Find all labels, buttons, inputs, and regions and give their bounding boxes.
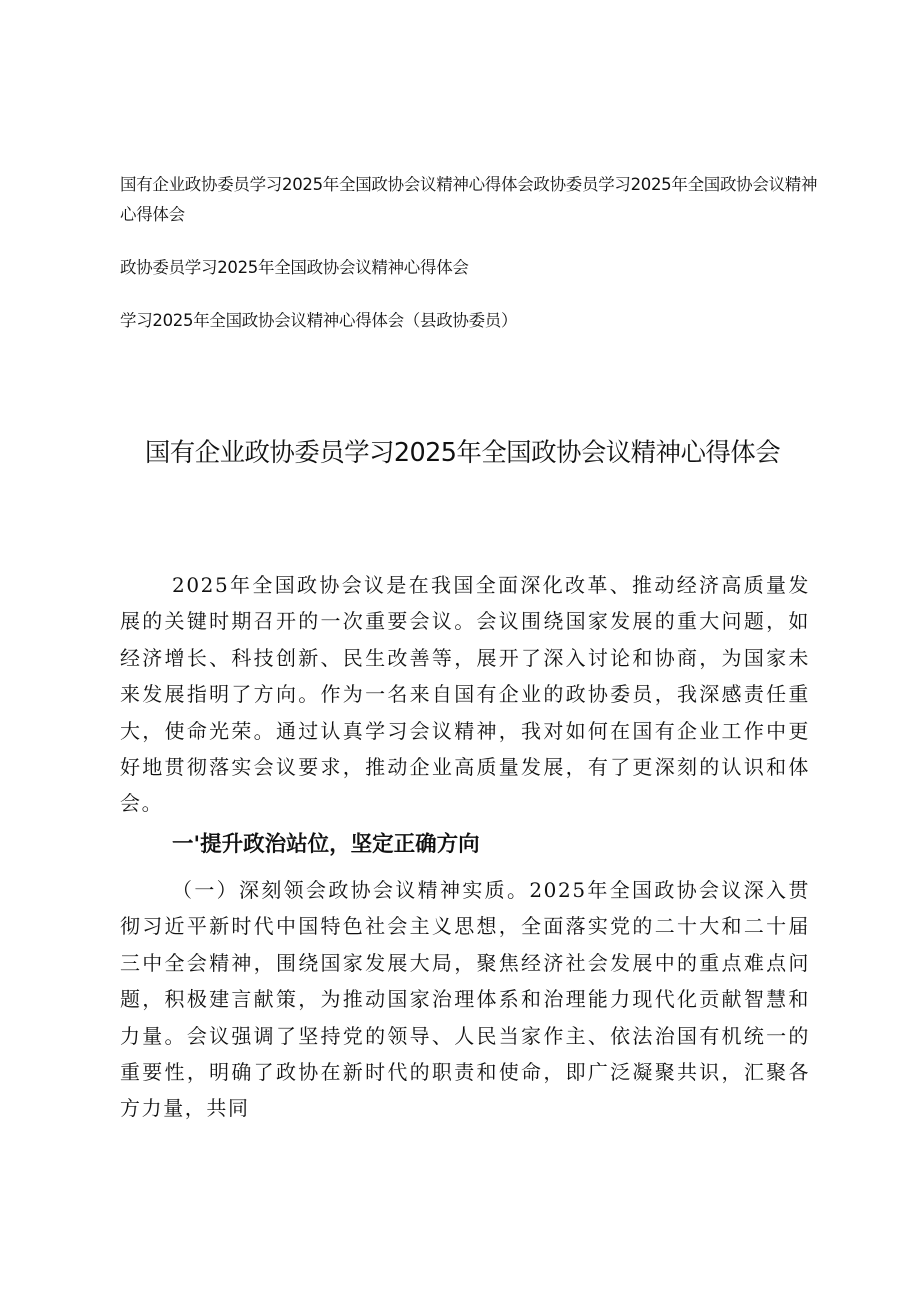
toc-item: 政协委员学习2025年全国政协会议精神心得体会 [120, 258, 469, 277]
section-heading: 一'提升政治站位，坚定正确方向 [172, 832, 480, 857]
body-paragraph: 2025年全国政协会议是在我国全面深化改革、推动经济高质量发展的关键时期召开的一次重要会议。会议围绕国家发展的重大问题，如经济增长、科技创新、民生改善等，展开了深入讨论和协商，为国家未来发展指明了方向。作为一名来自国有企业的政协委员，我深感责任重大，使命光荣。通过认真学习会议精神，我对如何在国有企业工作中更好地贯彻落实会议要求，推动企业高质量发展，有了更深刻的认识和体会。 [120, 573, 810, 816]
document-title: 国有企业政协委员学习2025年全国政协会议精神心得体会 [144, 438, 781, 468]
table-of-contents [120, 170, 820, 336]
toc-item: 学习2025年全国政协会议精神心得体会（县政协委员） [120, 311, 518, 330]
toc-item: 国有企业政协委员学习2025年全国政协会议精神心得体会政协委员学习2025年全国政协会议精神心得体会 [120, 175, 818, 224]
body-paragraph: （一）深刻领会政协会议精神实质。2025年全国政协会议深入贯彻习近平新时代中国特色社会主义思想，全面落实党的二十大和二十届三中全会精神，围绕国家发展大局，聚焦经济社会发展中的重点难点问题，积极建言献策，为推动国家治理体系和治理能力现代化贡献智慧和力量。会议强调了坚持党的领导、人民当家作主、依法治国有机统一的重要性，明确了政协在新时代的职责和使命，即广泛凝聚共识，汇聚各方力量，共同 [120, 878, 810, 1121]
